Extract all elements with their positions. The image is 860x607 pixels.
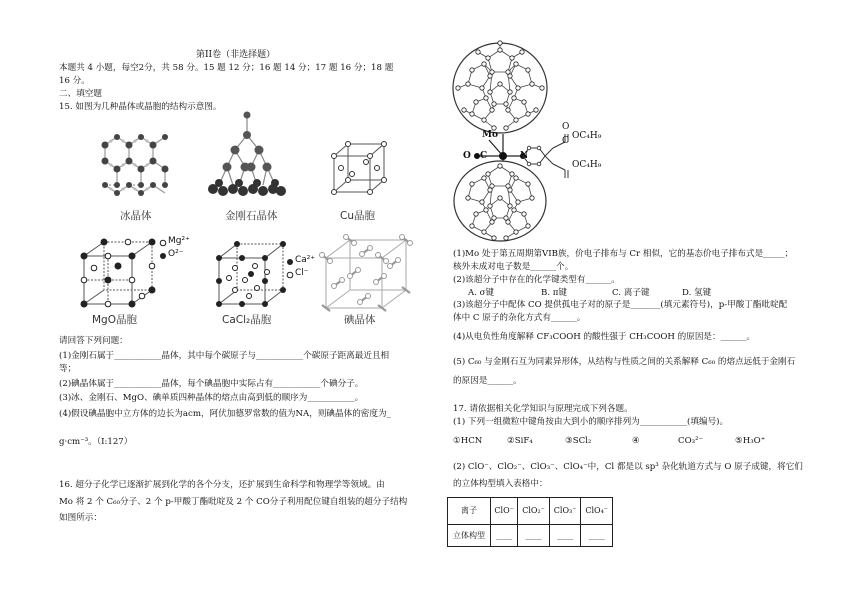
q16-3-line-b: 体中 C 原子的杂化方式有______。: [453, 313, 586, 323]
intro-line-1: 本题共 4 小题，每空2分，共 58 分。15 题 12 分；16 题 14 分；17 题 16 分；18 题: [59, 63, 394, 73]
table-ion-1: ClO⁻: [491, 498, 518, 525]
q16-4: (4)从电负性角度解释 CF₃COOH 的酸性强于 CH₃COOH 的原因是：______。: [453, 332, 755, 342]
table-head-shape: 立体构型: [448, 525, 491, 547]
q17-1-item-4-formula: CO₃²⁻: [678, 436, 704, 446]
q15-1-line-b: 等；: [59, 364, 77, 374]
q16-2-opt-c: C. 离子键: [612, 288, 650, 298]
struct-oc4h9-bottom: OC₄H₉: [572, 160, 602, 170]
q15-2: (2)碘晶体属于___________晶体，每个碘晶胞中实际占有___________个碘分子。: [59, 379, 364, 389]
q15-title: 15. 如图为几种晶体或晶胞的结构示意图。: [59, 102, 222, 112]
q16-1-line-b: 核外未成对电子数是______个。: [453, 262, 574, 272]
struct-n-label: N: [520, 151, 529, 161]
q17-2-line-a: (2) ClO⁻、ClO₂⁻、ClO₃⁻、ClO₄⁻中，Cl 都是以 sp³ 杂化轨道方式与 O 原子成键，将它们: [453, 462, 803, 472]
legend-mg: Mg²⁺: [168, 236, 190, 246]
q16-2-opt-b: B. π键: [541, 288, 568, 298]
table-ion-2: ClO₂⁻: [518, 498, 550, 525]
q16-line-a: 16. 超分子化学已逐渐扩展到化学的各个分支，还扩展到生命科学和物理学等领域。由: [59, 480, 385, 490]
q15-4-line-b: g·cm⁻³。（I:127）: [59, 437, 133, 447]
q15-3: (3)冰、金刚石、MgO、碘单质四种晶体的熔点由高到低的顺序为___________。: [59, 393, 364, 403]
q16-2-opt-d: D. 氢键: [682, 288, 712, 298]
q16-line-b: Mo 将 2 个 C₆₀分子、2 个 p-甲酸丁酯吡啶及 2 个 CO分子利用配位键自组装的超分子结构: [59, 497, 408, 507]
table-blank-4[interactable]: ____: [581, 525, 613, 547]
label-diamond: 金刚石晶体: [225, 210, 278, 222]
label-ice: 冰晶体: [120, 210, 152, 222]
table-head-ion: 离子: [448, 498, 491, 525]
q16-5-line-b: 的原因是______。: [453, 376, 522, 386]
label-iodine: 碘晶体: [344, 314, 376, 326]
struct-o-top-label: O: [562, 122, 570, 132]
ion-shape-table: [447, 497, 613, 547]
cu-cell-figure: [330, 140, 390, 200]
table-ion-4: ClO₄⁻: [581, 498, 613, 525]
q16-2-opt-a: A. σ键: [468, 288, 495, 298]
q17-1: (1) 下列一组微粒中键角按由大到小的顺序排列为___________(填编号)。: [453, 417, 729, 427]
table-blank-3[interactable]: ____: [549, 525, 581, 547]
section-title: 第II卷（非选择题）: [196, 50, 276, 60]
table-blank-1[interactable]: ____: [491, 525, 518, 547]
struct-oc4h9-top: OC₄H₉: [572, 131, 602, 141]
label-cu: Cu晶胞: [340, 210, 375, 222]
mgo-legend-mg-dot: [159, 239, 167, 247]
q17-1-item-3: ③SCl₂: [565, 436, 592, 446]
legend-cl: Cl⁻: [295, 268, 309, 278]
c60-top-sphere: [450, 40, 550, 136]
q17-2-line-b: 的立体构型填入表格中：: [453, 479, 548, 489]
diamond-crystal-figure: [205, 105, 285, 210]
ice-crystal-figure: [95, 125, 175, 205]
legend-o: O²⁻: [168, 249, 184, 259]
q17-1-item-5: ⑤H₃O⁺: [735, 436, 766, 446]
q15-4-line-a: (4)假设碘晶胞中立方体的边长为acm，阿伏加德罗常数的值为NA，则碘晶体的密度为_: [59, 409, 391, 419]
q17-1-item-4: ④: [632, 436, 640, 446]
section-2-heading: 二、填空题: [59, 89, 102, 99]
cacl2-legend-ca-dot: [286, 258, 294, 266]
q17-title: 17. 请依据相关化学知识与原理完成下列各题。: [453, 404, 633, 414]
cacl2-cell-figure: [215, 240, 290, 310]
intro-line-2: 16 分。: [59, 76, 90, 86]
table-blank-2[interactable]: ____: [518, 525, 550, 547]
label-cacl2: CaCl₂晶胞: [222, 314, 272, 326]
q15-1-line-a: (1)金刚石属于___________晶体，其中每个碳原子与___________个碳原子距离最近且相: [59, 351, 390, 361]
mgo-cell-figure: [80, 238, 160, 310]
cacl2-legend-cl-dot: [286, 271, 294, 279]
legend-ca: Ca²⁺: [295, 255, 316, 265]
table-ion-3: ClO₃⁻: [549, 498, 581, 525]
q16-3-line-a: (3)该超分子中配体 CO 提供孤电子对的原子是_______(填元素符号)，p-甲酸丁酯吡啶配: [453, 300, 788, 310]
q17-1-item-1: ①HCN: [453, 436, 483, 446]
q15-prompt: 请回答下列问题：: [59, 336, 128, 346]
iodine-crystal-figure: [320, 236, 412, 312]
q16-5-line-a: (5) C₆₀ 与金刚石互为同素异形体，从结构与性质之间的关系解释 C₆₀ 的熔点远低于金刚石: [453, 357, 796, 367]
mgo-legend-o-dot: [159, 252, 167, 260]
struct-c-top-label: C: [562, 136, 569, 146]
struct-o-left-label: O: [463, 151, 471, 161]
q16-2: (2)该超分子中存在的化学键类型有______。: [453, 275, 620, 285]
struct-c-left-label: C: [480, 151, 488, 161]
c60-bottom-sphere: [450, 158, 550, 244]
q16-line-c: 如图所示：: [59, 513, 102, 523]
struct-mo-label: Mo: [482, 130, 498, 140]
q17-1-item-2: ②SiF₄: [507, 436, 533, 446]
q16-1-line-a: (1)Mo 处于第五周期第VIB族，价电子排布与 Cr 相似，它的基态价电子排布式是_____；: [453, 249, 794, 259]
label-mgo: MgO晶胞: [92, 314, 137, 326]
